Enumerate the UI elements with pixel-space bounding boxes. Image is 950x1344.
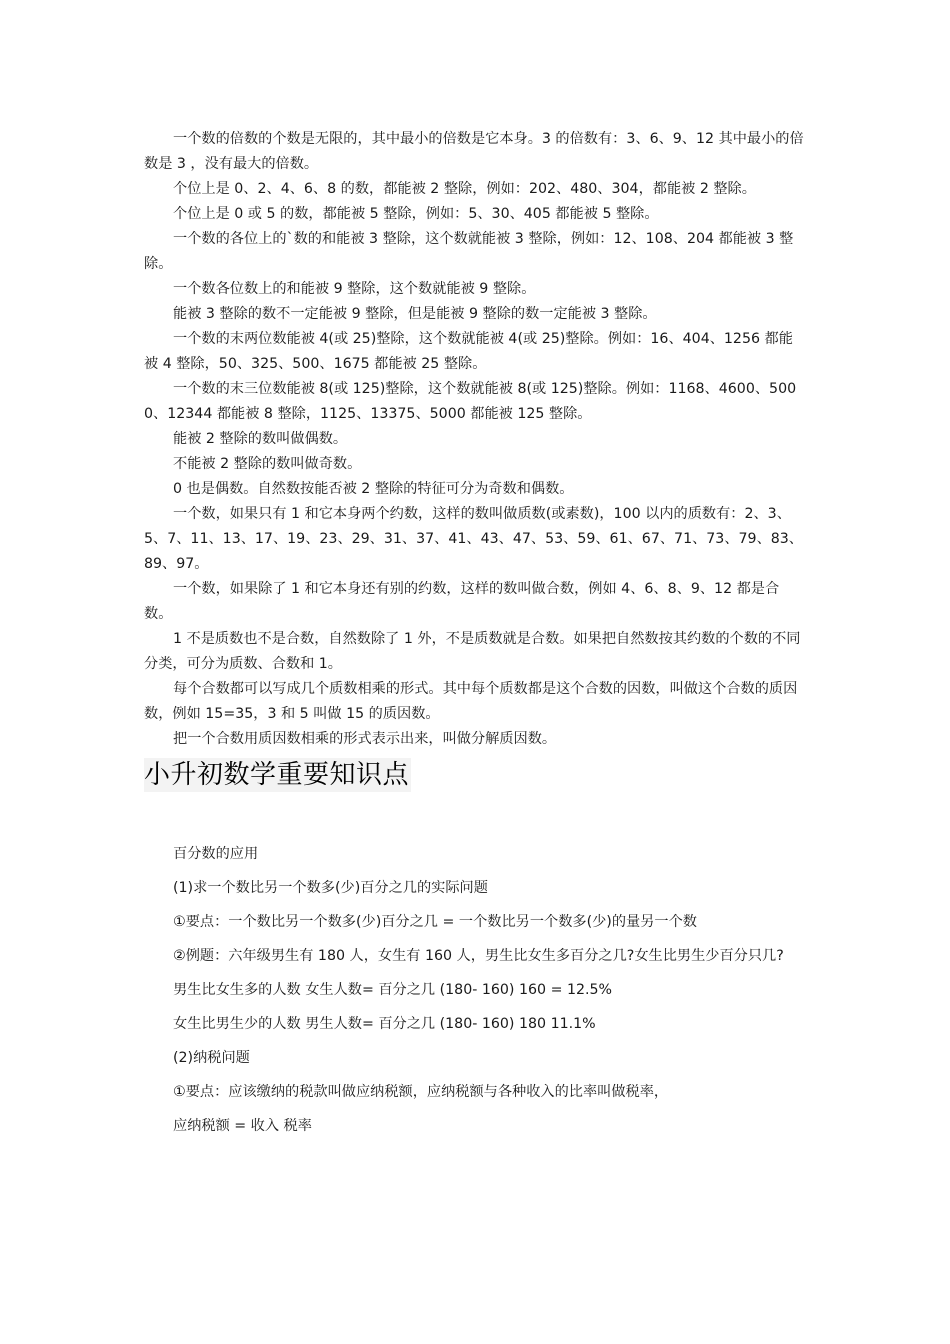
paragraph: 一个数，如果除了 1 和它本身还有别的约数，这样的数叫做合数，例如 4、6、8、9、12 都是合数。 [144, 581, 780, 622]
paragraph: 应纳税额 = 收入 税率 [173, 1118, 312, 1134]
percentage-application-section [144, 842, 804, 1148]
number-theory-section [144, 127, 804, 752]
paragraph: 把一个合数用质因数相乘的形式表示出来，叫做分解质因数。 [173, 731, 557, 747]
paragraph: 不能被 2 整除的数叫做奇数。 [173, 456, 362, 472]
paragraph: 个位上是 0 或 5 的数，都能被 5 整除，例如：5、30、405 都能被 5 整除。 [173, 206, 659, 222]
paragraph: 0 也是偶数。自然数按能否被 2 整除的特征可分为奇数和偶数。 [173, 481, 574, 497]
section-heading: 小升初数学重要知识点 [144, 760, 410, 790]
paragraph: (1)求一个数比另一个数多(少)百分之几的实际问题 [173, 880, 488, 896]
paragraph: 能被 2 整除的数叫做偶数。 [173, 431, 348, 447]
paragraph: 一个数各位数上的和能被 9 整除，这个数就能被 9 整除。 [173, 281, 536, 297]
paragraph: 一个数的末两位数能被 4(或 25)整除，这个数就能被 4(或 25)整除。例如：16、404、1256 都能被 4 整除，50、325、500、1675 都能被 25 整除。 [144, 331, 793, 372]
paragraph: 一个数的倍数的个数是无限的，其中最小的倍数是它本身。3 的倍数有：3、6、9、12 其中最小的倍数是 3 ，没有最大的倍数。 [144, 131, 804, 172]
paragraph: ①要点：一个数比另一个数多(少)百分之几 = 一个数比另一个数多(少)的量另一个数 [173, 914, 697, 930]
paragraph: 男生比女生多的人数 女生人数= 百分之几 (180- 160) 160 = 12.5% [173, 982, 613, 998]
paragraph: 百分数的应用 [173, 846, 259, 862]
paragraph: 每个合数都可以写成几个质数相乘的形式。其中每个质数都是这个合数的因数，叫做这个合数的质因数，例如 15=35，3 和 5 叫做 15 的质因数。 [144, 681, 798, 722]
paragraph: 1 不是质数也不是合数，自然数除了 1 外，不是质数就是合数。如果把自然数按其约数的个数的不同分类，可分为质数、合数和 1。 [144, 631, 801, 672]
paragraph: 一个数的各位上的`数的和能被 3 整除，这个数就能被 3 整除，例如：12、108、204 都能被 3 整除。 [144, 231, 794, 272]
paragraph: 一个数的末三位数能被 8(或 125)整除，这个数就能被 8(或 125)整除。例如：1168、4600、5000、12344 都能被 8 整除，1125、13375、5000 都能被 125 整除。 [144, 381, 797, 422]
paragraph: 个位上是 0、2、4、6、8 的数，都能被 2 整除，例如：202、480、304，都能被 2 整除。 [173, 181, 756, 197]
paragraph: ②例题：六年级男生有 180 人，女生有 160 人，男生比女生多百分之几?女生比男生少百分只几? [173, 948, 784, 964]
paragraph: ①要点：应该缴纳的税款叫做应纳税额，应纳税额与各种收入的比率叫做税率， [173, 1084, 669, 1100]
paragraph: 能被 3 整除的数不一定能被 9 整除，但是能被 9 整除的数一定能被 3 整除。 [173, 306, 657, 322]
paragraph: 一个数，如果只有 1 和它本身两个约数，这样的数叫做质数(或素数)，100 以内的质数有：2、3、5、7、11、13、17、19、23、29、31、37、41、43、47、53、59、61、67、71、73、79、83、89、97。 [144, 506, 803, 572]
paragraph: 女生比男生少的人数 男生人数= 百分之几 (180- 160) 180 11.1% [173, 1016, 596, 1032]
paragraph: (2)纳税问题 [173, 1050, 250, 1066]
